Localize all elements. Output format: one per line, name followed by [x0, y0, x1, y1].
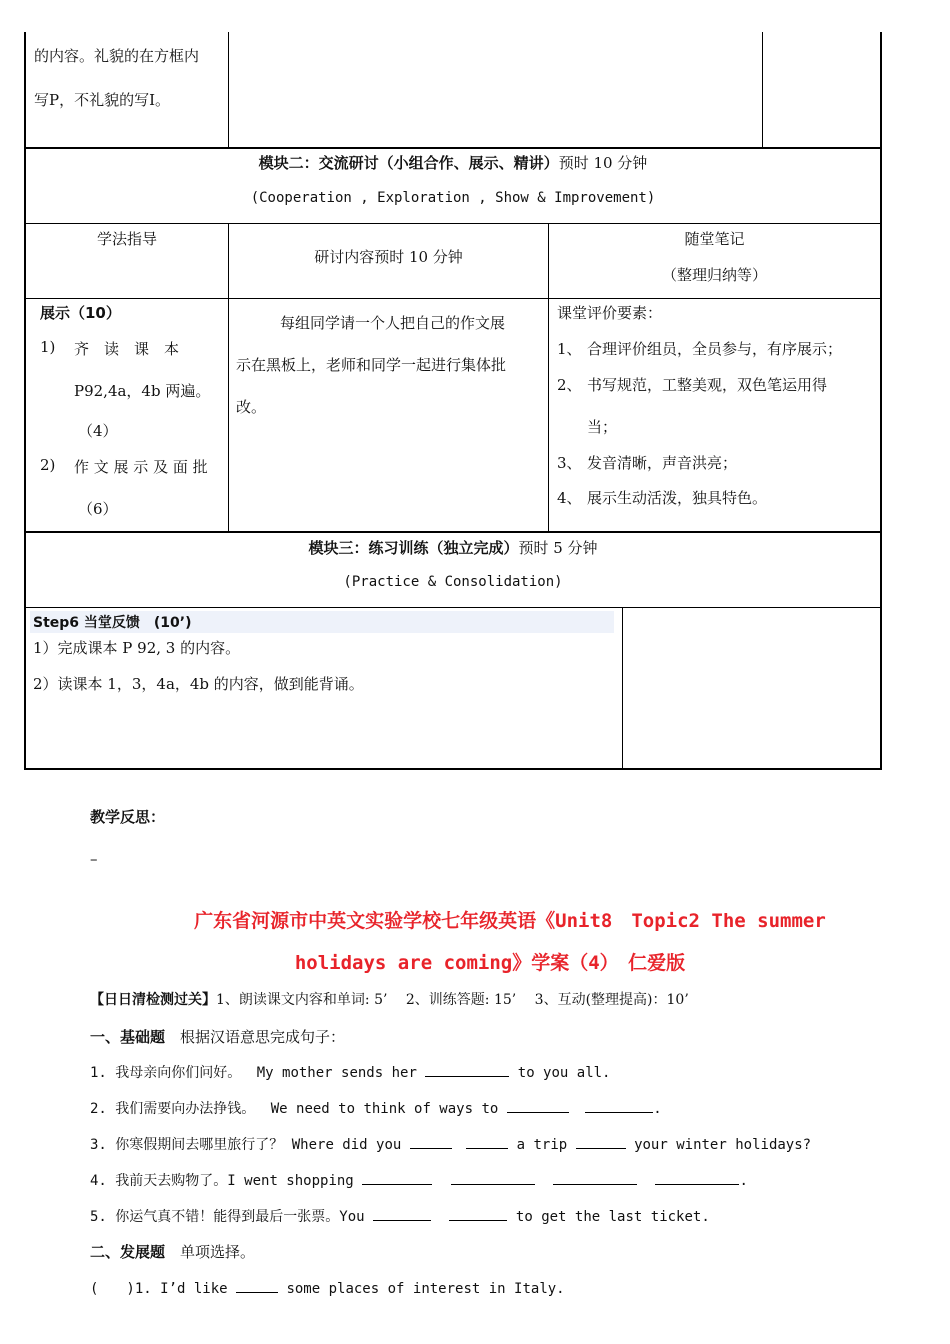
divider: [24, 223, 882, 224]
module3-subtitle: (Practice & Consolidation): [343, 574, 563, 590]
dev-q1-blank[interactable]: [236, 1278, 278, 1293]
q1-row: [90, 1062, 610, 1082]
q2-en-a: We need to think of ways to: [270, 1101, 499, 1117]
show-item1-c: （4）: [78, 422, 118, 440]
module2-title-bold: 模块二：交流研讨（小组合作、展示、精讲）: [258, 154, 559, 172]
q3-row: [90, 1134, 811, 1154]
q4-blank-4[interactable]: [655, 1170, 739, 1185]
module2-subtitle: (Cooperation , Exploration , Show & Improvement): [250, 190, 656, 206]
q3-en-b: a trip: [516, 1137, 568, 1153]
daily-check: [90, 989, 689, 1009]
eval-item-2-num: 2、: [557, 376, 582, 394]
step6-item1: 1）完成课本 P 92, 3 的内容。: [33, 639, 241, 657]
step6-title: Step6 当堂反馈 (10’): [33, 615, 192, 631]
q5-blank-2[interactable]: [449, 1206, 507, 1221]
eval-item-2b-text: 当；: [587, 418, 618, 436]
divider: [228, 223, 229, 531]
show-item2-b: （6）: [78, 500, 118, 518]
q2-blank-2[interactable]: [585, 1098, 653, 1113]
module3-title: [26, 537, 880, 558]
divider: [24, 531, 882, 533]
divider: [24, 607, 882, 608]
module2-title: [26, 152, 880, 173]
q5-blank-1[interactable]: [373, 1206, 431, 1221]
col2-header: 研讨内容预时 10 分钟: [314, 248, 463, 266]
daily-check-label: 【日日清检测过关】: [90, 992, 216, 1008]
daily-check-text: 1、朗读课文内容和单词: 5’ 2、训练答题: 15’ 3、互动(整理提高)：10’: [216, 992, 689, 1008]
top-left-line1: 的内容。礼貌的在方框内: [34, 47, 200, 65]
table-border-bottom: [24, 768, 882, 770]
q3-blank-2[interactable]: [466, 1134, 508, 1149]
eval-item-4-num: 4、: [557, 489, 582, 507]
middle-content: [236, 302, 542, 428]
q1-blank[interactable]: [425, 1062, 509, 1077]
show-item2-num: 2): [40, 456, 56, 474]
eval-item-1-text: 合理评价组员，全员参与，有序展示；: [587, 340, 843, 358]
q2-row: [90, 1098, 662, 1118]
col1-header: 学法指导: [96, 230, 157, 248]
q1-en-b: to you all.: [517, 1065, 611, 1081]
divider: [24, 147, 882, 149]
middle-line2: 示在黑板上，老师和同学一起进行集体批: [236, 356, 507, 374]
col3-header-sub: （整理归纳等）: [661, 266, 767, 284]
development-heading-row: [90, 1241, 255, 1262]
q3-blank-3[interactable]: [576, 1134, 626, 1149]
q5-en-b: to get the last ticket.: [515, 1209, 710, 1225]
top-left-line2: 写P，不礼貌的写I。: [34, 91, 171, 109]
eval-item-3-text: 发音清晰，声音洪亮；: [587, 454, 738, 472]
reflection-label: 教学反思：: [90, 808, 166, 826]
top-left-cell: [34, 34, 224, 122]
divider: [622, 607, 623, 769]
table-border-right: [880, 32, 882, 769]
module3-title-bold: 模块三：练习训练（独立完成）: [308, 539, 519, 557]
dev-q1-paren[interactable]: ( ): [90, 1281, 135, 1297]
q4-en-b: .: [739, 1173, 748, 1189]
dev-q1-b: some places of interest in Italy.: [286, 1281, 565, 1297]
middle-line3: 改。: [236, 398, 267, 416]
step6-item2: 2）读课本 1，3，4a，4b 的内容，做到能背诵。: [33, 675, 364, 693]
q4-en-a: I went shopping: [227, 1173, 354, 1189]
page-title-line1: 广东省河源市中英文实验学校七年级英语《Unit8 Topic2 The summer: [194, 910, 826, 932]
module2-title-time: 预时 10 分钟: [558, 154, 648, 172]
basics-heading-row: [90, 1026, 345, 1047]
page-title-line2: holidays are coming》学案（4） 仁爱版: [294, 952, 686, 974]
show-item2-a: 作 文 展 示 及 面 批: [74, 458, 208, 476]
q1-cn: 1. 我母亲向你们问好。: [90, 1065, 235, 1081]
module3-title-time: 预时 5 分钟: [518, 539, 598, 557]
dev-q1-row: [90, 1278, 565, 1298]
middle-line1: 每组同学请一个人把自己的作文展: [280, 314, 506, 332]
show-item1-num: 1): [40, 338, 56, 356]
dev-q1-a: 1. I’d like: [134, 1281, 228, 1297]
eval-item-3-num: 3、: [557, 454, 582, 472]
table-border-left: [24, 32, 26, 769]
q2-cn: 2. 我们需要向办法挣钱。: [90, 1101, 249, 1117]
q3-blank-1[interactable]: [410, 1134, 452, 1149]
q3-en-c: your winter holidays?: [634, 1137, 812, 1153]
q4-cn: 4. 我前天去购物了。: [90, 1173, 228, 1189]
eval-item-1-num: 1、: [557, 340, 582, 358]
q4-blank-1[interactable]: [362, 1170, 432, 1185]
q3-en-a: Where did you: [291, 1137, 402, 1153]
q4-blank-3[interactable]: [553, 1170, 637, 1185]
development-instruction: 单项选择。: [180, 1243, 256, 1261]
q4-row: [90, 1170, 748, 1190]
q5-en-a: You: [339, 1209, 365, 1225]
q5-row: [90, 1206, 710, 1226]
show-item1-b: P92,4a，4b 两遍。: [74, 382, 211, 400]
q1-en-a: My mother sends her: [256, 1065, 417, 1081]
q2-en-b: .: [653, 1101, 662, 1117]
divider: [762, 32, 763, 148]
divider: [24, 298, 882, 299]
basics-heading: 一、基础题: [90, 1028, 166, 1046]
show-title: 展示（10）: [40, 304, 121, 322]
q5-cn: 5. 你运气真不错！能得到最后一张票。: [90, 1209, 340, 1225]
eval-item-2-text: 书写规范，工整美观，双色笔运用得: [587, 376, 828, 394]
divider: [228, 32, 229, 148]
eval-title: 课堂评价要素：: [557, 304, 663, 322]
q2-blank-1[interactable]: [507, 1098, 569, 1113]
eval-item-4-text: 展示生动活泼，独具特色。: [587, 489, 768, 507]
q4-blank-2[interactable]: [451, 1170, 535, 1185]
reflection-dash: –: [90, 850, 98, 868]
col3-header: 随堂笔记: [684, 230, 745, 248]
development-heading: 二、发展题: [90, 1243, 166, 1261]
q3-cn: 3. 你寒假期间去哪里旅行了？: [90, 1137, 284, 1153]
show-item1-a: 齐 读 课 本: [74, 340, 180, 358]
basics-instruction: 根据汉语意思完成句子：: [180, 1028, 346, 1046]
